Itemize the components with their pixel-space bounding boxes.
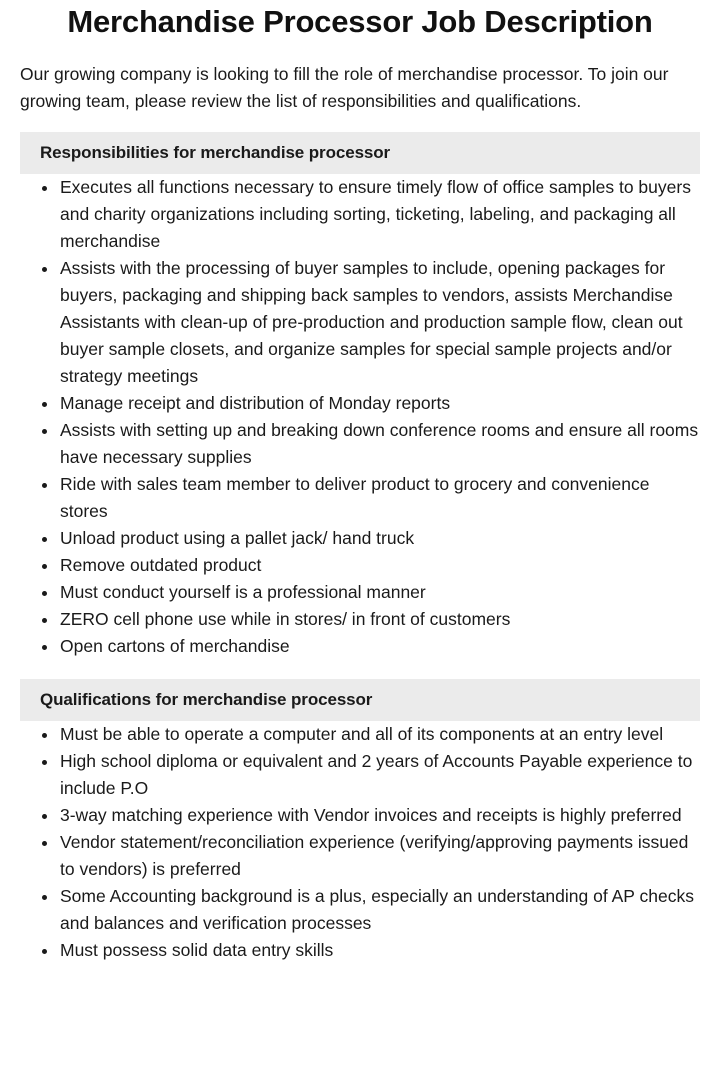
qualifications-list [20, 721, 700, 964]
qualifications-heading: Qualifications for merchandise processor [20, 679, 700, 721]
list-item: Assists with the processing of buyer samples to include, opening packages for buyers, packaging and shipping back samples to vendors, assists Merchandise Assistants with clean-up of pre-production and production sample flow, clean out buyer sample closets, and organize samples for special sample projects and/or strategy meetings [60, 255, 700, 390]
list-item: High school diploma or equivalent and 2 years of Accounts Payable experience to include P.O [60, 748, 700, 802]
list-item: Assists with setting up and breaking down conference rooms and ensure all rooms have necessary supplies [60, 417, 700, 471]
list-item: Manage receipt and distribution of Monday reports [60, 390, 700, 417]
list-item: 3-way matching experience with Vendor invoices and receipts is highly preferred [60, 802, 700, 829]
list-item: Remove outdated product [60, 552, 700, 579]
list-item: Must possess solid data entry skills [60, 937, 700, 964]
list-item: Must be able to operate a computer and all of its components at an entry level [60, 721, 700, 748]
list-item: Executes all functions necessary to ensure timely flow of office samples to buyers and charity organizations including sorting, ticketing, labeling, and packaging all merchandise [60, 174, 700, 255]
list-item: Ride with sales team member to deliver product to grocery and convenience stores [60, 471, 700, 525]
list-item: Must conduct yourself is a professional manner [60, 579, 700, 606]
list-item: Unload product using a pallet jack/ hand truck [60, 525, 700, 552]
responsibilities-heading: Responsibilities for merchandise processor [20, 132, 700, 174]
list-item: Some Accounting background is a plus, especially an understanding of AP checks and balances and verification processes [60, 883, 700, 937]
list-item: Open cartons of merchandise [60, 633, 700, 660]
responsibilities-list [20, 174, 700, 660]
page-title: Merchandise Processor Job Description [67, 4, 653, 39]
list-item: Vendor statement/reconciliation experience (verifying/approving payments issued to vendors) is preferred [60, 829, 700, 883]
intro-paragraph: Our growing company is looking to fill the role of merchandise processor. To join our growing team, please review the list of responsibilities and qualifications. [20, 64, 669, 111]
list-item: ZERO cell phone use while in stores/ in front of customers [60, 606, 700, 633]
